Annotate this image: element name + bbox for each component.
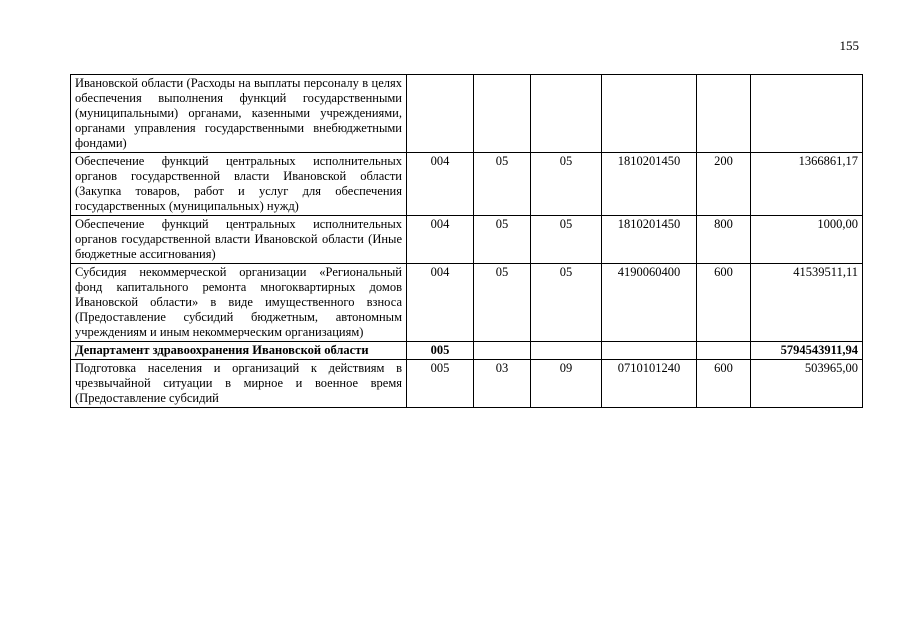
amount	[751, 75, 863, 153]
row-description: Департамент здравоохранения Ивановской области	[71, 342, 407, 360]
row-description: Подготовка населения и организаций к действиям в чрезвычайной ситуации в мирное и военное время (Предоставление субсидий	[71, 360, 407, 408]
amount: 41539511,11	[751, 264, 863, 342]
expense-type-code: 200	[697, 153, 751, 216]
subsection-code: 05	[531, 264, 602, 342]
section-code	[474, 75, 531, 153]
section-code: 03	[474, 360, 531, 408]
ministry-code: 004	[407, 216, 474, 264]
target-article-code: 4190060400	[602, 264, 697, 342]
table-row-department	[71, 342, 863, 360]
ministry-code: 005	[407, 342, 474, 360]
target-article-code: 1810201450	[602, 153, 697, 216]
subsection-code: 05	[531, 216, 602, 264]
amount: 5794543911,94	[751, 342, 863, 360]
ministry-code: 004	[407, 153, 474, 216]
target-article-code: 1810201450	[602, 216, 697, 264]
section-code: 05	[474, 216, 531, 264]
amount: 503965,00	[751, 360, 863, 408]
expense-type-code: 600	[697, 264, 751, 342]
table-row	[71, 264, 863, 342]
page-number: 155	[839, 38, 859, 53]
expense-type-code	[697, 75, 751, 153]
subsection-code	[531, 75, 602, 153]
target-article-code	[602, 75, 697, 153]
target-article-code: 0710101240	[602, 360, 697, 408]
ministry-code	[407, 75, 474, 153]
row-description: Обеспечение функций центральных исполнительных органов государственной власти Ивановской области (Иные бюджетные ассигнования)	[71, 216, 407, 264]
ministry-code: 005	[407, 360, 474, 408]
subsection-code	[531, 342, 602, 360]
amount: 1366861,17	[751, 153, 863, 216]
subsection-code: 09	[531, 360, 602, 408]
ministry-code: 004	[407, 264, 474, 342]
section-code	[474, 342, 531, 360]
row-description: Обеспечение функций центральных исполнительных органов государственной власти Ивановской области (Закупка товаров, работ и услуг для обеспечения государственных (муниципальных) нужд)	[71, 153, 407, 216]
expense-type-code: 800	[697, 216, 751, 264]
amount: 1000,00	[751, 216, 863, 264]
row-description: Ивановской области (Расходы на выплаты персоналу в целях обеспечения выполнения функций государственными (муниципальными) органами, казенными учреждениями, органами управления государственными внебюджетными фондами)	[71, 75, 407, 153]
subsection-code: 05	[531, 153, 602, 216]
expense-type-code: 600	[697, 360, 751, 408]
expense-type-code	[697, 342, 751, 360]
table-row	[71, 216, 863, 264]
table-row	[71, 153, 863, 216]
target-article-code	[602, 342, 697, 360]
budget-table	[70, 74, 863, 408]
row-description: Субсидия некоммерческой организации «Региональный фонд капитального ремонта многоквартирных домов Ивановской области» в виде имущественного взноса (Предоставление субсидий бюджетным, автономным учреждениям и иным некоммерческим организациям)	[71, 264, 407, 342]
table-row	[71, 360, 863, 408]
table-row	[71, 75, 863, 153]
section-code: 05	[474, 153, 531, 216]
section-code: 05	[474, 264, 531, 342]
